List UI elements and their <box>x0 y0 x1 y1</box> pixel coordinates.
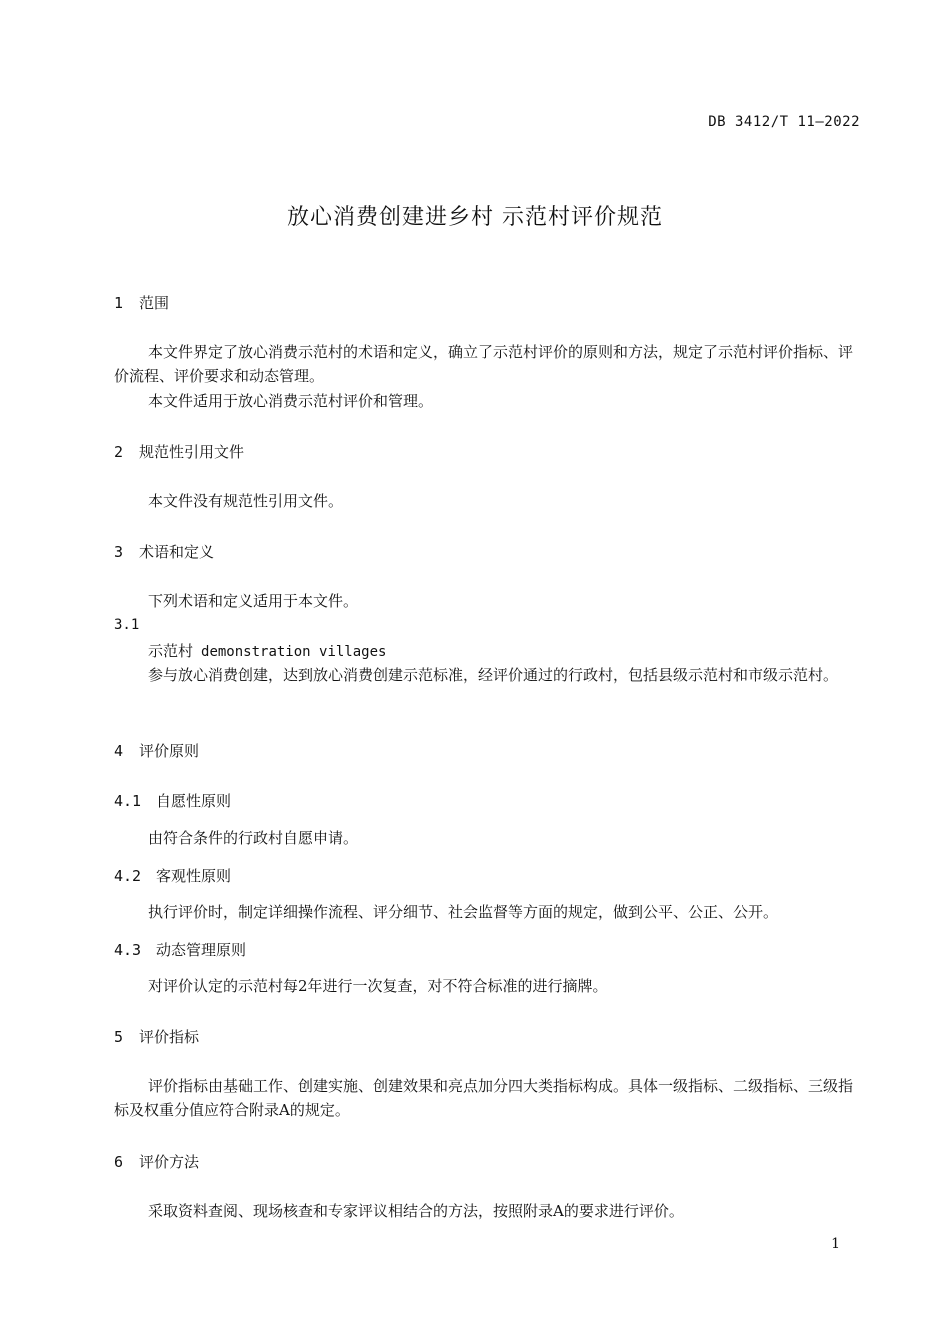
term-entry <box>148 640 386 661</box>
section-1-paragraph-1: 本文件界定了放心消费示范村的术语和定义，确立了示范村评价的原则和方法，规定了示范村评价指标、评价流程、评价要求和动态管理。 <box>114 343 854 385</box>
subsection-number: 4.3 <box>114 941 142 959</box>
subsection-title: 客观性原则 <box>156 867 232 885</box>
document-title: 放心消费创建进乡村 示范村评价规范 <box>287 205 663 230</box>
section-5-paragraph-1: 评价指标由基础工作、创建实施、创建效果和亮点加分四大类指标构成。具体一级指标、二级指标、三级指标及权重分值应符合附录A的规定。 <box>114 1077 854 1119</box>
section-number: 2 <box>114 443 124 461</box>
subsection-title: 动态管理原则 <box>156 941 247 959</box>
section-4-heading <box>114 740 199 761</box>
section-2-heading <box>114 441 244 462</box>
section-4-1-text: 由符合条件的行政村自愿申请。 <box>148 829 359 847</box>
section-title: 规范性引用文件 <box>139 443 245 461</box>
section-title: 评价指标 <box>139 1028 200 1046</box>
section-1-paragraph-2: 本文件适用于放心消费示范村评价和管理。 <box>148 392 434 410</box>
subsection-number: 4.2 <box>114 867 142 885</box>
section-title: 术语和定义 <box>139 543 215 561</box>
page-number: 1 <box>831 1236 840 1252</box>
section-6-paragraph-1: 采取资料查阅、现场核查和专家评议相结合的方法，按照附录A的要求进行评价。 <box>148 1202 684 1220</box>
section-2-paragraph-1: 本文件没有规范性引用文件。 <box>148 492 344 510</box>
section-3-heading <box>114 541 214 562</box>
section-4-2-text: 执行评价时，制定详细操作流程、评分细节、社会监督等方面的规定，做到公平、公正、公开。 <box>148 903 779 921</box>
section-number: 3 <box>114 543 124 561</box>
section-number: 1 <box>114 294 124 312</box>
section-number: 6 <box>114 1153 124 1171</box>
section-title: 评价原则 <box>139 742 200 760</box>
section-4-3-heading <box>114 939 246 960</box>
section-4-3-text: 对评价认定的示范村每2年进行一次复查，对不符合标准的进行摘牌。 <box>148 977 608 995</box>
section-5-heading <box>114 1026 199 1047</box>
section-4-1-heading <box>114 790 231 811</box>
section-title: 范围 <box>139 294 170 312</box>
term-number: 3.1 <box>114 617 140 633</box>
subsection-number: 4.1 <box>114 792 142 810</box>
section-number: 4 <box>114 742 124 760</box>
term-english: demonstration villages <box>201 644 387 660</box>
subsection-title: 自愿性原则 <box>156 792 232 810</box>
section-number: 5 <box>114 1028 124 1046</box>
section-1-heading <box>114 292 169 313</box>
document-code: DB 3412/T 11—2022 <box>708 114 860 130</box>
section-6-heading <box>114 1151 199 1172</box>
term-chinese: 示范村 <box>148 642 194 660</box>
section-title: 评价方法 <box>139 1153 200 1171</box>
section-3-paragraph-1: 下列术语和定义适用于本文件。 <box>148 592 359 610</box>
section-4-2-heading <box>114 865 231 886</box>
term-definition: 参与放心消费创建，达到放心消费创建示范标准，经评价通过的行政村，包括县级示范村和市级示范村。 <box>148 666 839 684</box>
